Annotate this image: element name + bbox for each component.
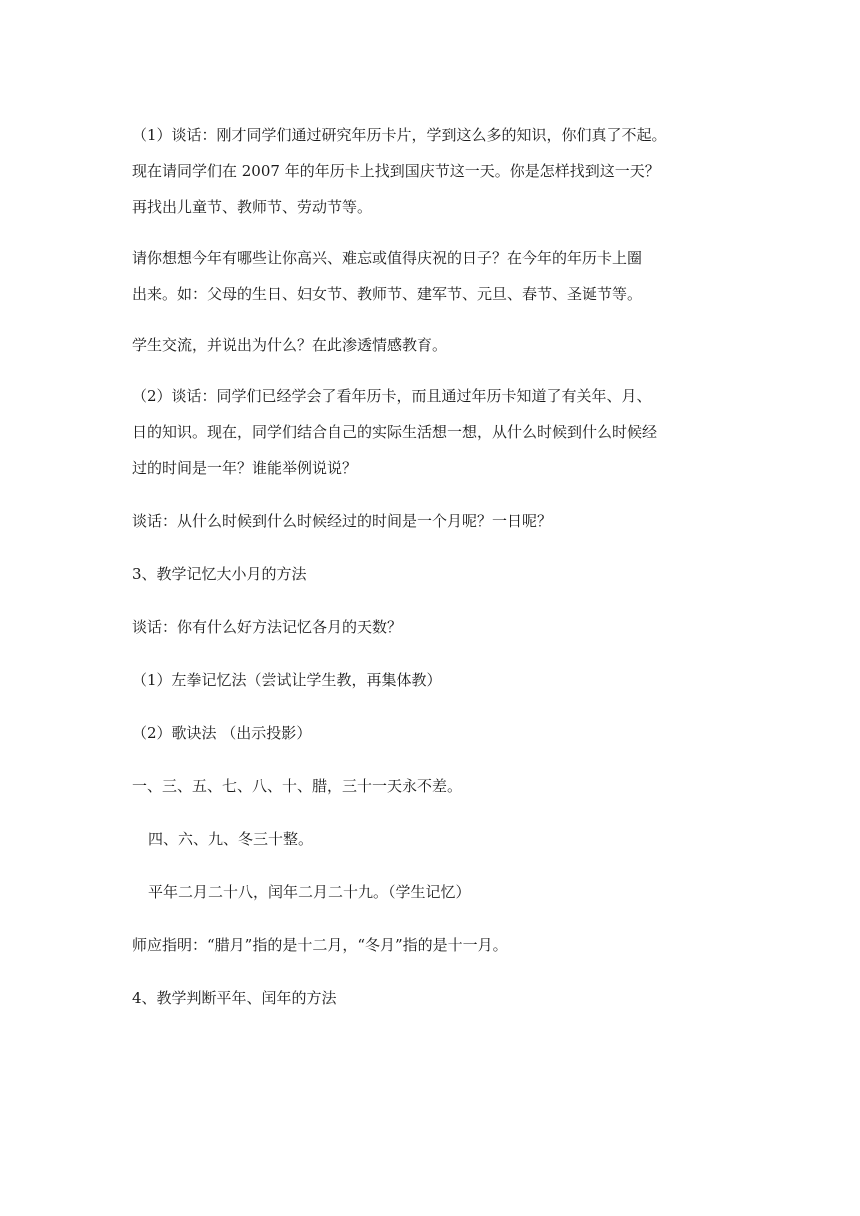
text-line: （2）谈话：同学们已经学会了看年历卡，而且通过年历卡知道了有关年、月、 <box>132 387 652 405</box>
paragraph-talk-1 <box>132 117 732 225</box>
text-line: 学生交流，并说出为什么？在此渗透情感教育。 <box>132 336 448 354</box>
text-line: 出来。如：父母的生日、妇女节、教师节、建军节、元旦、春节、圣诞节等。 <box>132 285 643 303</box>
section-heading-4 <box>132 980 732 1016</box>
text-line: 平年二月二十八，闰年二月二十九。（学生记忆） <box>148 883 471 901</box>
text-line: （1）左拳记忆法（尝试让学生教，再集体教） <box>132 671 442 689</box>
paragraph-talk-month <box>132 503 732 539</box>
paragraph-fist-method <box>132 662 732 698</box>
text-line: 四、六、九、冬三十整。 <box>148 830 314 848</box>
paragraph-rhyme-line-2 <box>132 821 732 857</box>
text-line: （2）歌诀法 （出示投影） <box>132 724 312 742</box>
paragraph-rhyme-method <box>132 715 732 751</box>
document-body <box>132 117 732 1016</box>
text-line: 师应指明：“腊月”指的是十二月，“冬月”指的是十一月。 <box>132 936 508 954</box>
paragraph-talk-2 <box>132 378 732 486</box>
text-line: （1）谈话：刚才同学们通过研究年历卡片，学到这么多的知识，你们真了不起。 <box>132 126 667 144</box>
paragraph-teacher-note <box>132 927 732 963</box>
paragraph-exchange <box>132 327 732 363</box>
text-line: 过的时间是一年？谁能举例说说？ <box>132 459 358 477</box>
paragraph-rhyme-line-1 <box>132 768 732 804</box>
text-line: 一、三、五、七、八、十、腊，三十一天永不差。 <box>132 777 463 795</box>
text-line: 现在请同学们在 2007 年的年历卡上找到国庆节这一天。你是怎样找到这一天？ <box>132 162 660 180</box>
paragraph-talk-method <box>132 609 732 645</box>
text-line: 谈话：你有什么好方法记忆各月的天数？ <box>132 618 403 636</box>
section-heading-3 <box>132 556 732 592</box>
section-heading: 3、教学记忆大小月的方法 <box>132 565 307 583</box>
text-line: 日的知识。现在，同学们结合自己的实际生活想一想，从什么时候到什么时候经 <box>132 423 658 441</box>
text-line: 请你想想今年有哪些让你高兴、难忘或值得庆祝的日子？在今年的年历卡上圈 <box>132 249 643 267</box>
paragraph-rhyme-line-3 <box>132 874 732 910</box>
text-line: 再找出儿童节、教师节、劳动节等。 <box>132 198 373 216</box>
paragraph-think <box>132 240 732 312</box>
text-line: 谈话：从什么时候到什么时候经过的时间是一个月呢？一日呢？ <box>132 512 553 530</box>
section-heading: 4、教学判断平年、闰年的方法 <box>132 989 337 1007</box>
